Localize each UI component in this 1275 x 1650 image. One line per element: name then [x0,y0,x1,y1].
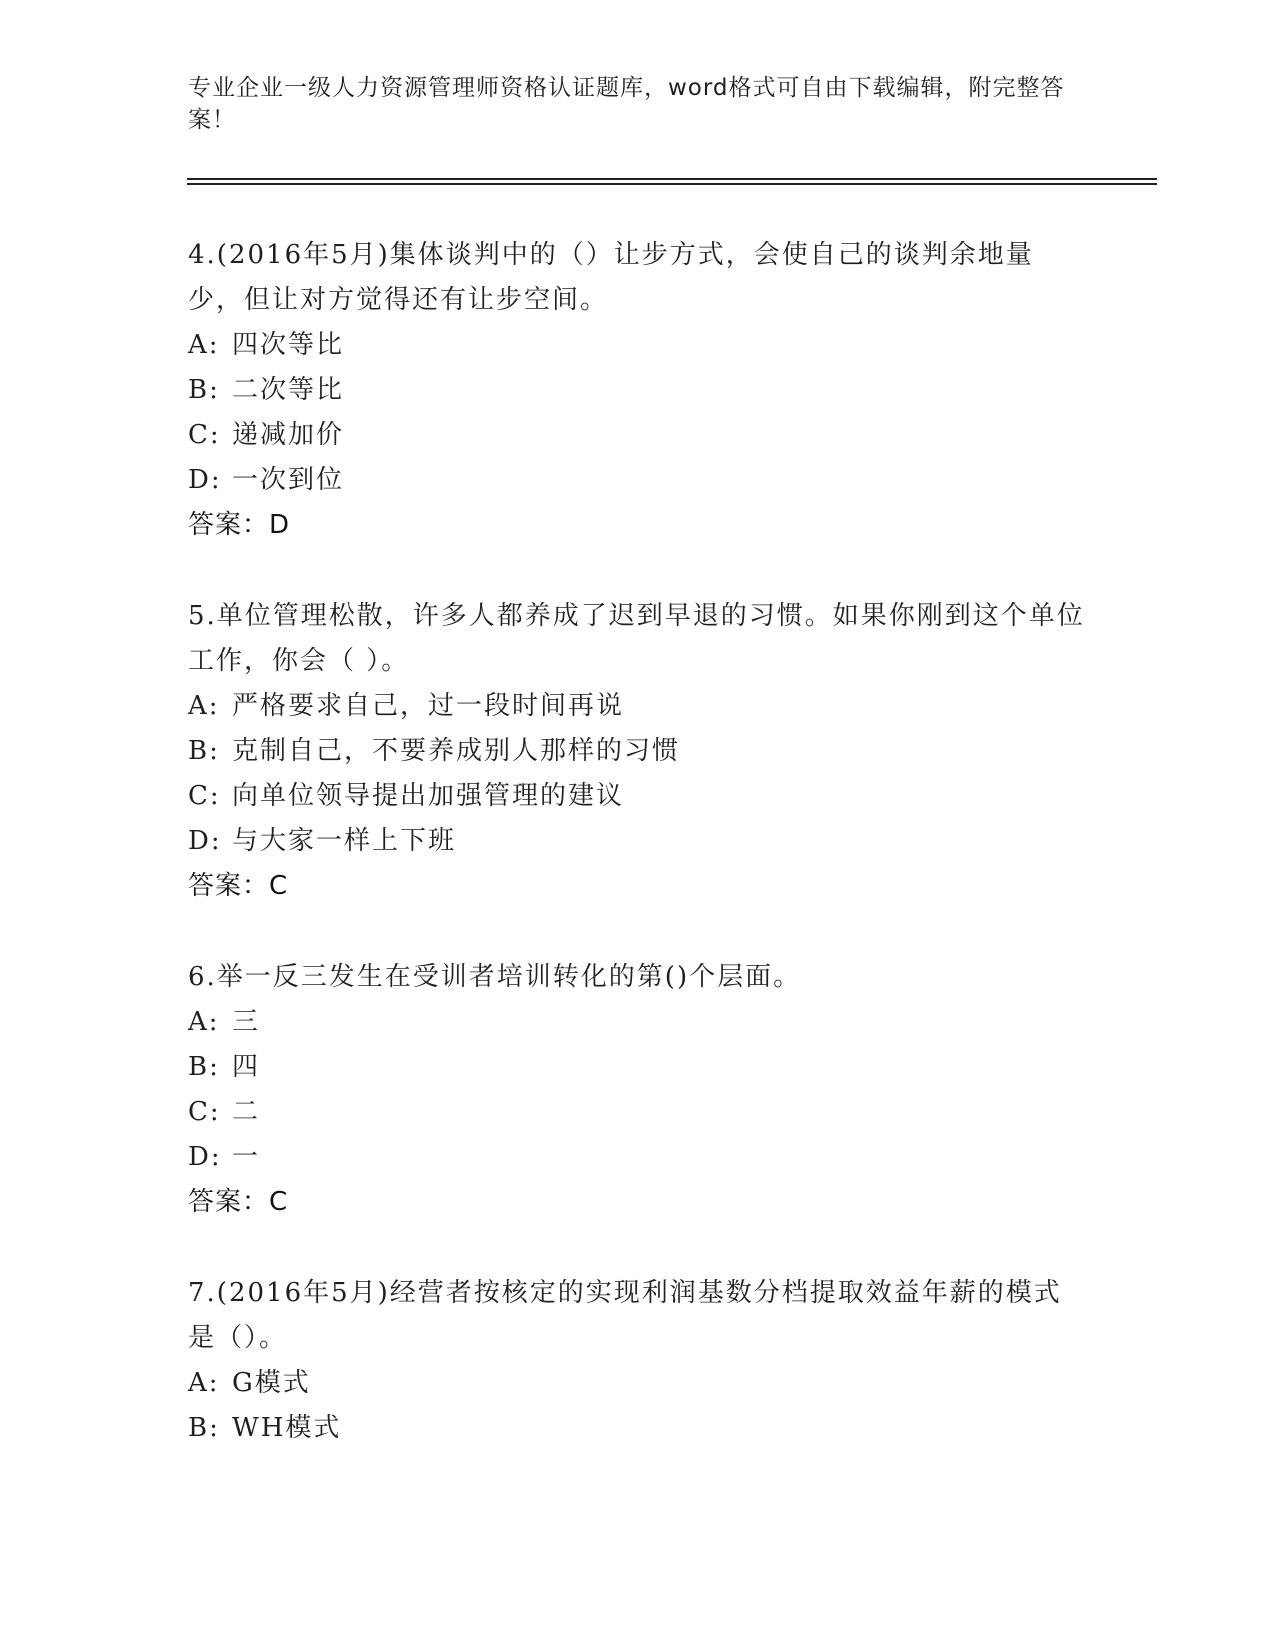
question-item [188,1271,1088,1451]
option-key: B: [188,375,220,405]
option-key: B: [188,736,220,766]
option-text: 四次等比 [232,330,345,360]
question-stem: 4.(2016年5月)集体谈判中的（）让步方式，会使自己的谈判余地量少，但让对方觉得还有让步空间。 [188,240,1034,315]
question-item [188,594,1088,909]
option-text: 严格要求自己，过一段时间再说 [232,691,625,721]
option-text: 一 [232,1142,261,1172]
answer-line: 答案：C [188,1187,289,1217]
option-text: 三 [232,1007,261,1037]
option-text: 向单位领导提出加强管理的建议 [232,781,625,811]
option-text: 四 [232,1052,261,1082]
question-item [188,955,1088,1225]
option-a [188,684,1088,729]
answer-line: 答案：D [188,510,291,540]
option-c [188,1090,1088,1135]
option-d [188,1135,1088,1180]
option-text: 克制自己，不要养成别人那样的习惯 [232,736,681,766]
option-text: 递减加价 [232,420,345,450]
option-key: B: [188,1052,220,1082]
option-a [188,1361,1088,1406]
option-key: D: [188,1142,222,1172]
answer-line: 答案：C [188,871,289,901]
option-text: 二 [232,1097,261,1127]
option-c [188,774,1088,819]
option-key: C: [188,781,221,811]
header-divider-top [187,178,1157,180]
option-b [188,1406,1088,1451]
header-divider-bottom [187,183,1157,185]
option-b [188,1045,1088,1090]
question-item [188,233,1088,548]
option-text: WH模式 [232,1413,342,1443]
option-b [188,368,1088,413]
option-b [188,729,1088,774]
option-key: A: [188,1007,220,1037]
option-key: A: [188,1368,220,1398]
option-text: 一次到位 [232,465,345,495]
option-key: A: [188,330,220,360]
option-key: C: [188,420,221,450]
option-key: A: [188,691,220,721]
option-a [188,323,1088,368]
option-text: G模式 [232,1368,311,1398]
question-stem: 5.单位管理松散，许多人都养成了迟到早退的习惯。如果你刚到这个单位工作，你会（ ）。 [188,601,1085,676]
question-list [188,233,1088,1497]
question-stem: 7.(2016年5月)经营者按核定的实现利润基数分档提取效益年薪的模式是（）。 [188,1278,1062,1353]
option-key: D: [188,826,222,856]
option-c [188,413,1088,458]
option-d [188,819,1088,864]
page-header: 专业企业一级人力资源管理师资格认证题库，word格式可自由下载编辑，附完整答案！ [188,75,1065,133]
option-a [188,1000,1088,1045]
option-d [188,458,1088,503]
question-stem: 6.举一反三发生在受训者培训转化的第()个层面。 [188,962,802,992]
option-key: B: [188,1413,220,1443]
option-key: D: [188,465,222,495]
option-key: C: [188,1097,221,1127]
option-text: 二次等比 [232,375,345,405]
option-text: 与大家一样上下班 [232,826,457,856]
